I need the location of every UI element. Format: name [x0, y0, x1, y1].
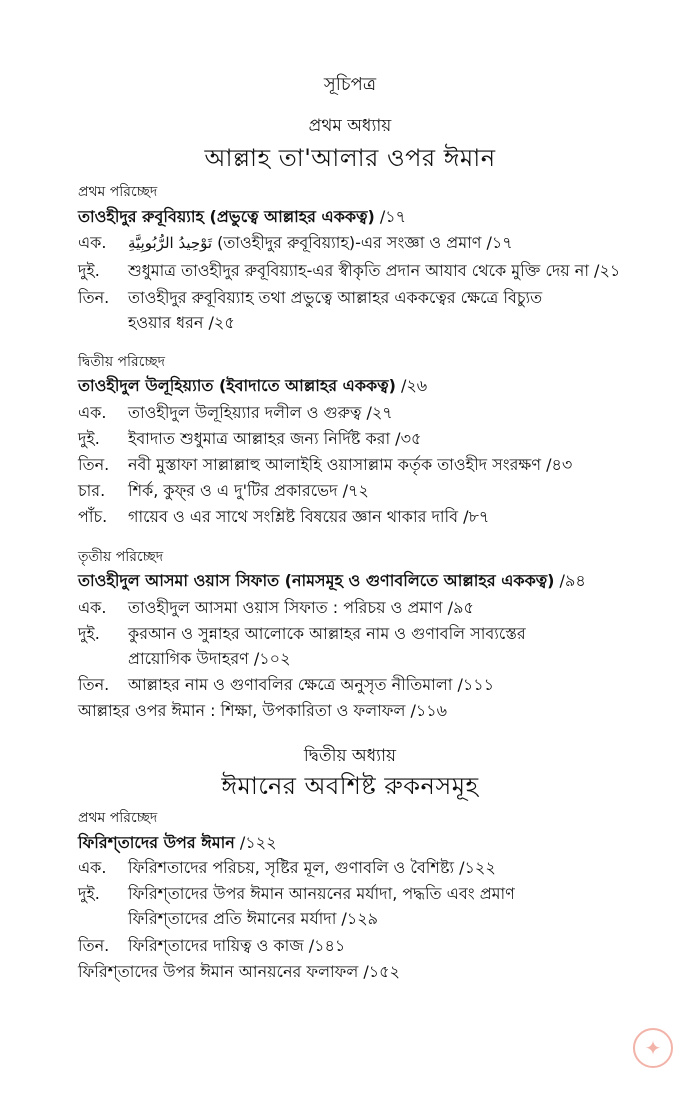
entry-text-continued: হওয়ার ধরন /২৫ [128, 313, 235, 332]
toc-entry [78, 504, 678, 529]
section-heading-title: ফিরিশ্‌তাদের উপর ঈমান [78, 833, 235, 852]
entry-text-continued: প্রায়োগিক উদাহরণ /১০২ [128, 649, 291, 668]
toc-entry [78, 595, 678, 620]
entry-number: দুই. [78, 429, 100, 448]
part-label: প্রথম অধ্যায় [308, 116, 392, 136]
entry-number: চার. [78, 481, 106, 500]
entry-number: দুই. [78, 624, 100, 643]
entry-text: শির্ক, কুফ্‌র ও এ দু'টির প্রকারভেদ /৭২ [128, 481, 369, 500]
entry-number: তিন. [78, 288, 110, 307]
entry-text: ফিরিশ্‌তাদের দায়িত্ব ও কাজ /১৪১ [128, 936, 346, 955]
entry-text: ইবাদাত শুধুমাত্র আল্লাহর জন্য নির্দিষ্ট করা /৩৫ [128, 429, 422, 448]
entry-number: এক. [78, 858, 107, 877]
section-heading-page: /২৬ [395, 376, 428, 395]
toc-entry [78, 672, 678, 697]
section-label: দ্বিতীয় পরিচ্ছেদ [78, 354, 165, 370]
section-heading [78, 830, 276, 857]
toc-entry [78, 400, 678, 425]
toc-entry [78, 285, 678, 335]
entry-text: ফিরিশ্‌তাদের উপর ঈমান আনয়নের মর্যাদা, পদ্ধতি এবং প্রমাণ [128, 884, 515, 903]
section-label: তৃতীয় পরিচ্ছেদ [78, 549, 164, 565]
entry-number: তিন. [78, 675, 110, 694]
toc-entry [78, 230, 678, 256]
toc-closing-entry [78, 959, 678, 984]
entry-text: আল্লাহর নাম ও গুণাবলির ক্ষেত্রে অনুসৃত নীতিমালা /১১১ [128, 675, 495, 694]
entry-number: এক. [78, 403, 107, 422]
part-title: আল্লাহ তা'আলার ওপর ঈমান [204, 144, 496, 172]
entry-text: আল্লাহর ওপর ঈমান : শিক্ষা, উপকারিতা ও ফলাফল /১১৬ [78, 701, 448, 720]
toc-entry [78, 426, 678, 451]
section-heading-title: তাওহীদুল উলূহিয়্যাত (ইবাদাতে আল্লাহর এককত্ব) [78, 376, 396, 395]
entry-number: দুই. [78, 261, 100, 280]
toc-entry [78, 855, 678, 880]
part-title: ঈমানের অবশিষ্ট রুকনসমূহ [221, 772, 479, 800]
entry-text: (তাওহীদুর রুবূবিয়্যাহ)-এর সংজ্ঞা ও প্রমাণ /১৭ [212, 233, 513, 252]
entry-text: তাওহীদুল আসমা ওয়াস সিফাত : পরিচয় ও প্রমাণ /৯৫ [128, 598, 474, 617]
section-heading [78, 568, 586, 595]
arabic-term: تَوْحِيدُ الرُّبُوبِيَّةِ [128, 234, 213, 252]
entry-number: এক. [78, 598, 107, 617]
toc-entry [78, 621, 678, 671]
section-label: প্রথম পরিচ্ছেদ [78, 184, 158, 200]
entry-text: গায়েব ও এর সাথে সংশ্লিষ্ট বিষয়ের জ্ঞান থাকার দাবি /৮৭ [128, 507, 490, 526]
section-heading-page: /১৭ [374, 207, 407, 226]
toc-closing-entry [78, 698, 678, 723]
entry-text: শুধুমাত্র তাওহীদুর রুবূবিয়্যাহ-এর স্বীকৃতি প্রদান আযাব থেকে মুক্তি দেয় না /২১ [128, 261, 621, 280]
page-title: সূচিপত্র [323, 74, 377, 95]
toc-entry [78, 452, 678, 477]
entry-number: তিন. [78, 936, 110, 955]
section-heading-title: তাওহীদুল আসমা ওয়াস সিফাত (নামসমূহ ও গুণাবলিতে আল্লাহর এককত্ব) [78, 571, 555, 590]
entry-text: তাওহীদুল উলূহিয়্যার দলীল ও গুরুত্ব /২৭ [128, 403, 393, 422]
entry-text: তাওহীদুর রুবূবিয়্যাহ তথা প্রভুত্বে আল্লাহর এককত্বের ক্ষেত্রে বিচ্যুত [128, 288, 543, 307]
toc-entry [78, 258, 678, 283]
section-heading-page: /১২২ [234, 833, 277, 852]
entry-text-continued: ফিরিশ্‌তাদের প্রতি ঈমানের মর্যাদা /১২৯ [128, 909, 378, 928]
section-heading [78, 204, 406, 231]
entry-text: ফিরিশতাদের পরিচয়, সৃষ্টির মূল, গুণাবলি ও বৈশিষ্ট্য /১২২ [128, 858, 496, 877]
toc-entry [78, 881, 678, 931]
section-heading-page: /৯৪ [554, 571, 586, 590]
entry-text: কুরআন ও সুন্নাহর আলোকে আল্লাহর নাম ও গুণাবলি সাব্যস্তের [128, 624, 526, 643]
toc-entry [78, 933, 678, 958]
part-label: দ্বিতীয় অধ্যায় [303, 746, 397, 766]
section-heading [78, 373, 427, 400]
entry-number: দুই. [78, 884, 100, 903]
section-label: প্রথম পরিচ্ছেদ [78, 810, 158, 826]
entry-text: নবী মুস্তাফা সাল্লাল্লাহু আলাইহি ওয়াসাল্লাম কর্তৃক তাওহীদ সংরক্ষণ /৪৩ [128, 455, 573, 474]
toc-entry [78, 478, 678, 503]
section-heading-title: তাওহীদুর রুবূবিয়্যাহ (প্রভুত্বে আল্লাহর এককত্ব) [78, 207, 375, 226]
entry-number: তিন. [78, 455, 110, 474]
entry-number: এক. [78, 233, 107, 252]
publisher-logo-icon: ✦ [633, 1028, 673, 1068]
entry-text: ফিরিশ্‌তাদের উপর ঈমান আনয়নের ফলাফল /১৫২ [78, 962, 400, 981]
entry-number: পাঁচ. [78, 507, 108, 526]
